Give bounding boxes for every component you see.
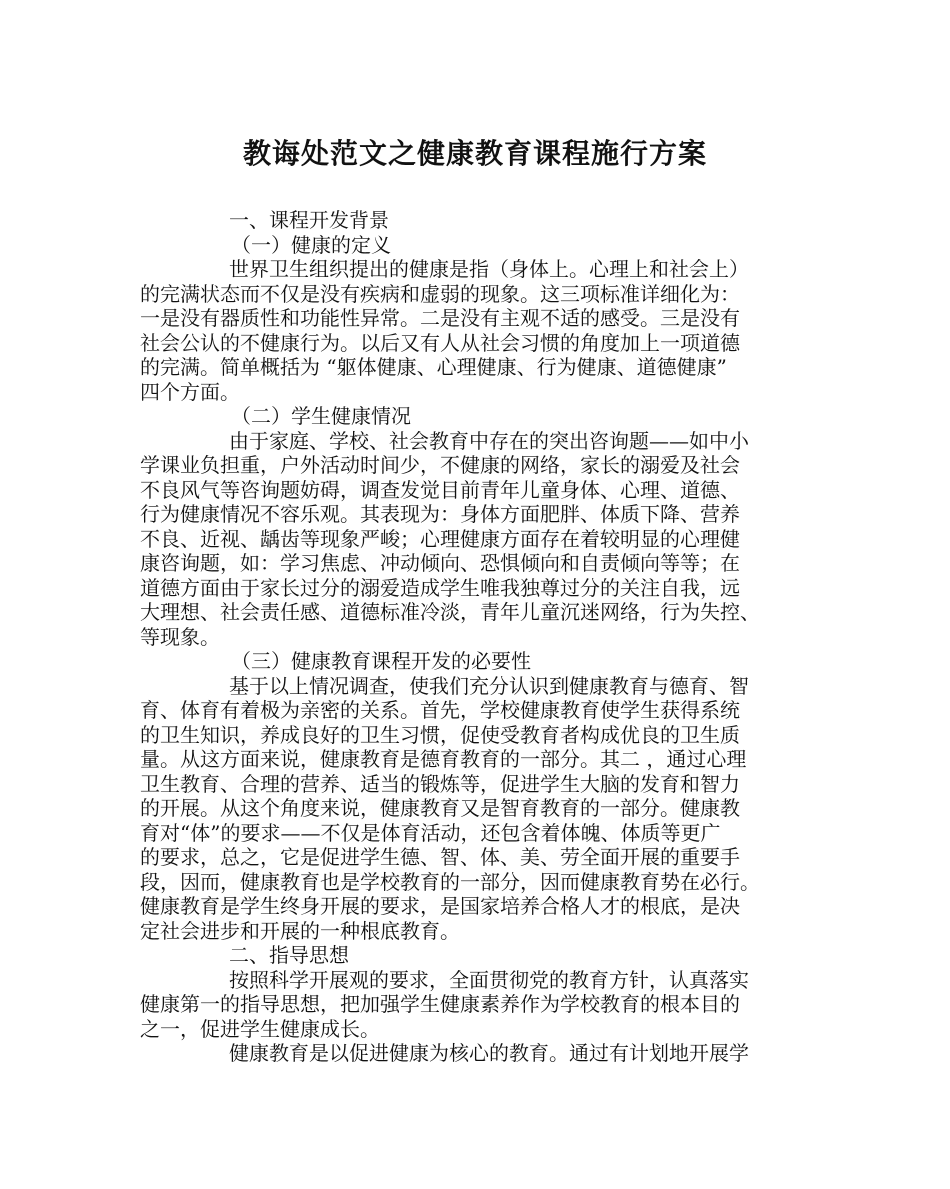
text-line: 卫生教育、合理的营养、适当的锻炼等，促进学生大脑的发育和智力 bbox=[140, 771, 740, 796]
text-line: 健康教育是学生终身开展的要求，是国家培养合格人才的根底，是决 bbox=[140, 894, 740, 918]
text-line: 二、指导思想 bbox=[229, 943, 349, 967]
text-line: 行为健康情况不容乐观。其表现为：身体方面肥胖、体质下降、营养 bbox=[140, 502, 740, 526]
text-line: （二）学生健康情况 bbox=[231, 404, 411, 428]
text-line: 康咨询题，如：学习焦虑、冲动倾向、恐惧倾向和自责倾向等等；在 bbox=[140, 551, 740, 575]
text-line: 健康教育是以促进健康为核心的教育。通过有计划地开展学 bbox=[229, 1041, 749, 1065]
text-line: 由于家庭、学校、社会教育中存在的突出咨询题——如中小 bbox=[229, 428, 749, 453]
text-line: 世界卫生组织提出的健康是指（身体上。心理上和社会上） bbox=[229, 257, 749, 281]
text-line: 一、课程开发背景 bbox=[229, 208, 389, 232]
text-line: 的卫生知识，养成良好的卫生习惯，促使受教育者构成优良的卫生质 bbox=[140, 722, 740, 747]
text-line: 四个方面。 bbox=[140, 379, 240, 404]
document-body bbox=[140, 208, 840, 1066]
text-line: 之一，促进学生健康成长。 bbox=[140, 1016, 380, 1041]
text-line: 的开展。从这个角度来说，健康教育又是智育教育的一部分。健康教 bbox=[140, 796, 740, 820]
text-line: 量。从这方面来说，健康教育是德育教育的一部分。其二 ，通过心理 bbox=[140, 747, 747, 771]
text-line: 社会公认的不健康行为。以后又有人从社会习惯的角度加上一项道德 bbox=[140, 330, 740, 355]
text-line: 一是没有器质性和功能性异常。二是没有主观不适的感受。三是没有 bbox=[140, 306, 740, 330]
text-line: 定社会进步和开展的一种根底教育。 bbox=[140, 918, 460, 943]
text-line: 育、体育有着极为亲密的关系。首先，学校健康教育使学生获得系统 bbox=[140, 698, 740, 722]
text-line: 按照科学开展观的要求，全面贯彻党的教育方针，认真落实 bbox=[229, 967, 749, 992]
text-line: 的要求，总之，它是促进学生德、智、体、美、劳全面开展的重要手 bbox=[140, 845, 740, 869]
text-line: 段，因而，健康教育也是学校教育的一部分，因而健康教育势在必行。 bbox=[140, 869, 760, 894]
text-line: 基于以上情况调查，使我们充分认识到健康教育与德育、智 bbox=[229, 673, 749, 698]
text-line: （三）健康教育课程开发的必要性 bbox=[231, 649, 531, 673]
text-line: 的完满状态而不仅是没有疾病和虚弱的现象。这三项标准详细化为： bbox=[140, 281, 740, 306]
text-line: 的完满。简单概括为 “躯体健康、心理健康、行为健康、道德健康” bbox=[140, 355, 727, 379]
text-line: 健康第一的指导思想，把加强学生健康素养作为学校教育的根本目的 bbox=[140, 992, 740, 1016]
text-line: 道德方面由于家长过分的溺爱造成学生唯我独尊过分的关注自我，远 bbox=[140, 575, 740, 600]
text-line: 学课业负担重，户外活动时间少，不健康的网络，家长的溺爱及社会 bbox=[140, 453, 740, 477]
text-line: 大理想、社会责任感、道德标准冷淡，青年儿童沉迷网络，行为失控、 bbox=[140, 600, 760, 624]
text-line: （一）健康的定义 bbox=[231, 232, 391, 257]
text-line: 不良风气等咨询题妨碍，调查发觉目前青年儿童身体、心理、道德、 bbox=[140, 477, 740, 502]
text-line: 等现象。 bbox=[140, 624, 220, 649]
text-line: 育对“体”的要求——不仅是体育活动，还包含着体魄、体质等更广 bbox=[140, 820, 721, 845]
text-line: 不良、近视、龋齿等现象严峻；心理健康方面存在着较明显的心理健 bbox=[140, 526, 740, 551]
document-title: 教诲处范文之健康教育课程施行方案 bbox=[242, 137, 707, 170]
